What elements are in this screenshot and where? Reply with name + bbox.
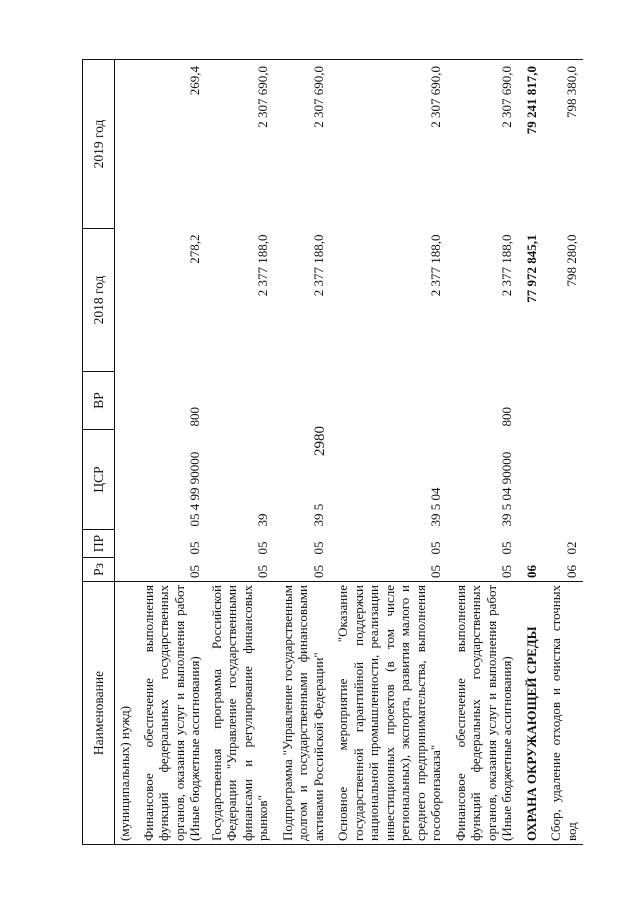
table-row (518, 60, 543, 845)
row-2018 (115, 229, 135, 372)
row-vr (542, 372, 583, 430)
row-pr: 05 (499, 541, 514, 555)
row-csr: 39 5 (310, 503, 326, 527)
row-rz: 05 (499, 565, 514, 578)
row-vr (115, 372, 135, 430)
header-pr: ПР (83, 530, 115, 558)
budget-table-container (82, 60, 582, 845)
table-row (274, 60, 330, 845)
row-2018: 2 377 188,0 (255, 234, 270, 297)
row-vr (329, 372, 447, 430)
row-csr: 05 4 99 90000 (187, 451, 202, 527)
row-name: ОХРАНА ОКРУЖАЮЩЕЙ СРЕДЫ (518, 582, 543, 845)
table-row (115, 60, 135, 845)
row-2019: 2 307 690,0 (203, 60, 274, 229)
row-csr (115, 430, 135, 530)
row-vr (518, 372, 543, 430)
row-pr (115, 530, 135, 558)
table-header-row (83, 60, 115, 845)
row-rz (115, 558, 135, 582)
budget-table (82, 59, 583, 845)
row-name: Подпрограмма "Управление государственным долгом и государственными финансовыми активами Российской Федерации" (274, 582, 330, 845)
row-2019: 269,4 (135, 60, 203, 229)
row-vr (274, 372, 330, 430)
row-2019: 2 307 690,0 (274, 60, 330, 229)
row-pr (518, 530, 543, 558)
row-pr: 05 (310, 541, 326, 555)
row-2018: 2 377 188,0 (499, 234, 514, 297)
header-csr: ЦСР (83, 430, 115, 530)
row-name: Сбор, удаление отходов и очистка сточных вод (542, 582, 583, 845)
header-2019: 2019 год (83, 60, 115, 229)
row-csr (542, 430, 583, 530)
row-2019 (115, 60, 135, 229)
row-vr (203, 372, 274, 430)
table-row (329, 60, 447, 845)
row-csr: 39 5 04 90000 (499, 451, 514, 527)
row-rz: 05 (255, 565, 270, 578)
row-pr: 05 (187, 541, 202, 555)
row-rz: 06 (563, 565, 579, 578)
header-vr: ВР (83, 372, 115, 430)
row-2018: 2 377 188,0 (310, 234, 326, 297)
row-pr: 05 (428, 541, 443, 555)
row-rz: 05 (187, 565, 202, 578)
table-row (203, 60, 274, 845)
row-name: Финансовое обеспечение выполнения функций федеральных государственных органов, оказания услуг и выполнения работ (Иные бюджетные ассигнования) (135, 582, 203, 845)
header-rz: Рз (83, 558, 115, 582)
row-vr: 800 (499, 407, 514, 427)
row-csr (518, 430, 543, 530)
header-2018: 2018 год (83, 229, 115, 372)
row-2018: 278,2 (187, 234, 202, 264)
row-csr: 39 5 04 (428, 487, 443, 527)
row-name: (муниципальных) нужд) (115, 582, 135, 845)
row-vr: 800 (187, 407, 202, 427)
row-csr: 39 (255, 513, 270, 527)
row-rz: 06 (523, 565, 539, 578)
row-2019: 2 307 690,0 (447, 60, 518, 229)
row-pr: 02 (563, 541, 579, 555)
row-name: Основное мероприятие "Оказание государственной гарантийной поддержки национальной промышленности, реализации инвестиционных проектов (в том числе региональных), экспорта, развития малого и среднего предпринимательства, выполнения гособоронзаказа" (329, 582, 447, 845)
row-2018: 2 377 188,0 (428, 234, 443, 297)
row-2018: 798 280,0 (563, 234, 579, 287)
table-row (542, 60, 583, 845)
table-row (447, 60, 518, 845)
row-2019: 79 241 817,0 (518, 60, 543, 229)
row-2019: 2 307 690,0 (329, 60, 447, 229)
row-rz: 05 (428, 565, 443, 578)
row-2018: 77 972 845,1 (523, 234, 539, 303)
row-name: Финансовое обеспечение выполнения функций федеральных государственных органов, оказания услуг и выполнения работ (Иные бюджетные ассигнования) (447, 582, 518, 845)
row-rz: 05 (310, 565, 326, 578)
row-pr: 05 (255, 541, 270, 555)
row-2019: 798 380,0 (542, 60, 583, 229)
row-name: Государственная программа Российской Федерации "Управление государственными финансами и регулирование финансовых рынков" (203, 582, 274, 845)
header-name: Наименование (83, 582, 115, 845)
page-number: 2980 (312, 426, 328, 456)
table-row (135, 60, 203, 845)
